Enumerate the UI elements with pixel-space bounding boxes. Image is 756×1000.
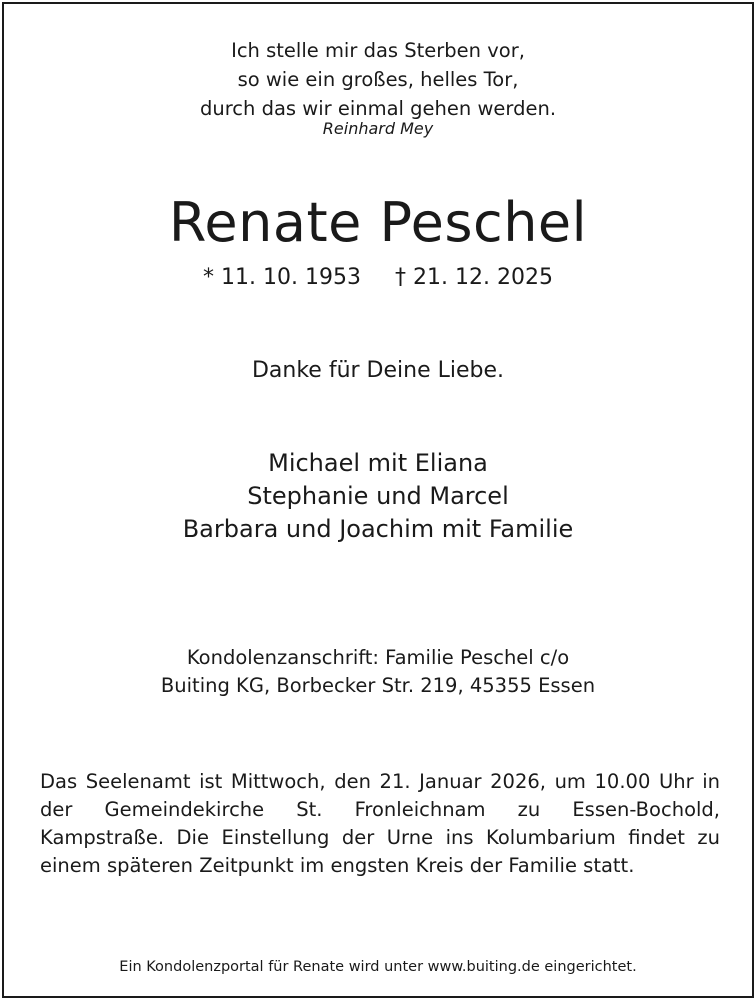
family-member: Stephanie und Marcel: [247, 482, 509, 510]
address-line: Kondolenzanschrift: Familie Peschel c/o: [186, 646, 570, 669]
thanks-line: Danke für Deine Liebe.: [251, 358, 505, 383]
address-line: Buiting KG, Borbecker Str. 219, 45355 Essen: [160, 674, 596, 697]
poem-line: so wie ein großes, helles Tor,: [237, 68, 519, 91]
deceased-name: Renate Peschel: [168, 191, 588, 254]
poem-author: Reinhard Mey: [322, 119, 434, 138]
condolence-portal-note: Ein Kondolenzportal für Renate wird unter www.buiting.de eingerichtet.: [119, 959, 637, 975]
poem-line: Ich stelle mir das Sterben vor,: [231, 39, 525, 62]
poem-line: durch das wir einmal gehen werden.: [199, 97, 557, 120]
life-dates: [4, 262, 752, 294]
family-member: Michael mit Eliana: [268, 449, 488, 477]
birth-date: * 11. 10. 1953: [203, 265, 361, 290]
poem: [4, 36, 752, 123]
service-information: Das Seelenamt ist Mittwoch, den 21. Januar 2026, um 10.00 Uhr in der Gemeindekirche St. Fronleichnam zu Essen-Bochold, Kampstraße. Die Einstellung der Urne ins Kolumbarium findet zu einem späteren Zeitpunkt im engsten Kreis der Familie statt.: [40, 770, 720, 877]
death-date: † 21. 12. 2025: [395, 265, 553, 290]
condolence-address: [4, 644, 752, 700]
obituary-frame: [2, 2, 754, 998]
family-member: Barbara und Joachim mit Familie: [182, 515, 574, 543]
family-signatures: [4, 447, 752, 546]
